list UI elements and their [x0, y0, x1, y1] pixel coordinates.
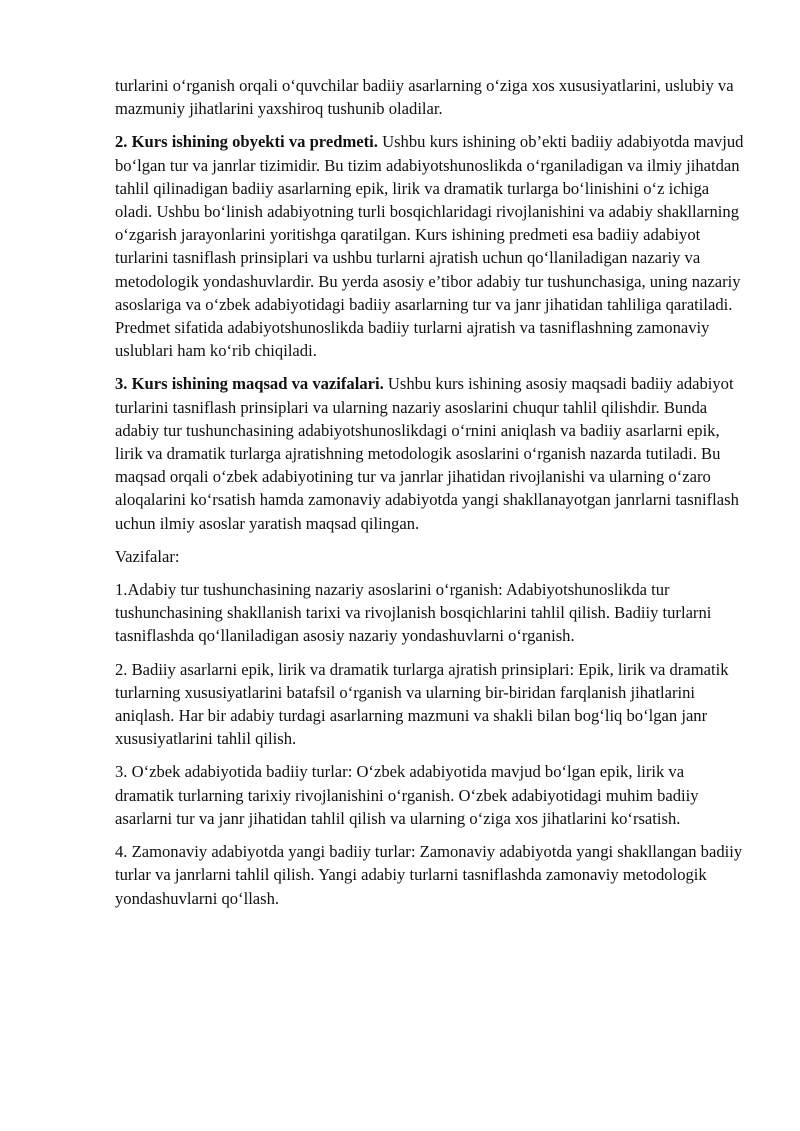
- document-page: [115, 74, 745, 920]
- section-goals-tasks-heading: 3. Kurs ishining maqsad va vazifalari.: [115, 374, 384, 394]
- section-goals-tasks-body: Ushbu kurs ishining asosiy maqsadi badiiy adabiyot turlarini tasniflash prinsiplari va ularning nazariy asoslarini chuqur tahlil qilishdir. Bunda adabiy tur tushunchasining adabiyotshunoslikdagi o‘rnini aniqlash va badiiy asarlarni epik, lirik va dramatik turlarga ajratishning metodologik asoslarini o‘rganish nazarda tutiladi. Bu maqsad orqali o‘zbek adabiyotining tur va janrlar jihatidan rivojlanishi va ularning o‘zaro aloqalarini ko‘rsatish hamda zamonaviy adabiyotda yangi shakllanayotgan janrlarni tasniflash uchun ilmiy asoslar yaratish maqsad qilingan.: [115, 374, 739, 533]
- tasks-label: Vazifalar:: [115, 546, 180, 566]
- section-object-subject-heading: 2. Kurs ishining obyekti va predmeti.: [115, 132, 378, 152]
- section-object-subject-body: Ushbu kurs ishining ob’ekti badiiy adabiyotda mavjud bo‘lgan tur va janrlar tizimidir. Bu tizim adabiyotshunoslikda o‘rganiladigan va ilmiy jihatdan tahlil qilinadigan badiiy asarlarning epik, lirik va dramatik turlarga bo‘linishini o‘z ichiga oladi. Ushbu bo‘linish adabiyotning turli bosqichlaridagi rivojlanishini va adabiy shakllarning o‘zgarish jarayonlarini yoritishga qaratilgan. Kurs ishining predmeti esa badiiy adabiyot turlarini tasniflash prinsiplari va ushbu turlarni ajratish uchun qo‘llaniladigan nazariy va metodologik yondashuvlardir. Bu yerda asosiy e’tibor adabiy tur tushunchasiga, uning nazariy asoslariga va o‘zbek adabiyotidagi badiiy asarlarning tur va janr jihatidan tahliliga qaratiladi. Predmet sifatida adabiyotshunoslikda badiiy turlarni ajratish va tasniflashning zamonaviy uslublari ham ko‘rib chiqiladi.: [115, 132, 744, 361]
- section-goals-tasks-paragraph: [115, 372, 745, 534]
- section-object-subject-paragraph: [115, 130, 745, 362]
- task-item-2: 2. Badiiy asarlarni epik, lirik va dramatik turlarga ajratish prinsiplari: Epik, lirik va dramatik turlarning xususiyatlarini batafsil o‘rganish va ularning bir-biridan farqlanish jihatlarini aniqlash. Har bir adabiy turdagi asarlarning mazmuni va shakli bilan bog‘liq bo‘lgan janr xususiyatlarini tahlil qilish.: [115, 659, 729, 749]
- intro-continuation-paragraph: turlarini o‘rganish orqali o‘quvchilar badiiy asarlarning o‘ziga xos xususiyatlarini, uslubiy va mazmuniy jihatlarini yaxshiroq tushunib oladilar.: [115, 76, 734, 119]
- task-item-1: 1.Adabiy tur tushunchasining nazariy asoslarini o‘rganish: Adabiyotshunoslikda tur tushunchasining shakllanish tarixi va rivojlanish bosqichlarini tahlil qilish. Badiiy turlarni tasniflashda qo‘llaniladigan asosiy nazariy yondashuvlarni o‘rganish.: [115, 580, 712, 646]
- task-item-4: 4. Zamonaviy adabiyotda yangi badiiy turlar: Zamonaviy adabiyotda yangi shakllangan badiiy turlar va janrlarni tahlil qilish. Yangi adabiy turlarni tasniflashda zamonaviy metodologik yondashuvlarni qo‘llash.: [115, 842, 743, 908]
- task-item-3: 3. O‘zbek adabiyotida badiiy turlar: O‘zbek adabiyotida mavjud bo‘lgan epik, lirik va dramatik turlarning tarixiy rivojlanishini o‘rganish. O‘zbek adabiyotidagi muhim badiiy asarlarni tur va janr jihatidan tahlil qilish va ularning o‘ziga xos jihatlarini ko‘rsatish.: [115, 762, 699, 828]
